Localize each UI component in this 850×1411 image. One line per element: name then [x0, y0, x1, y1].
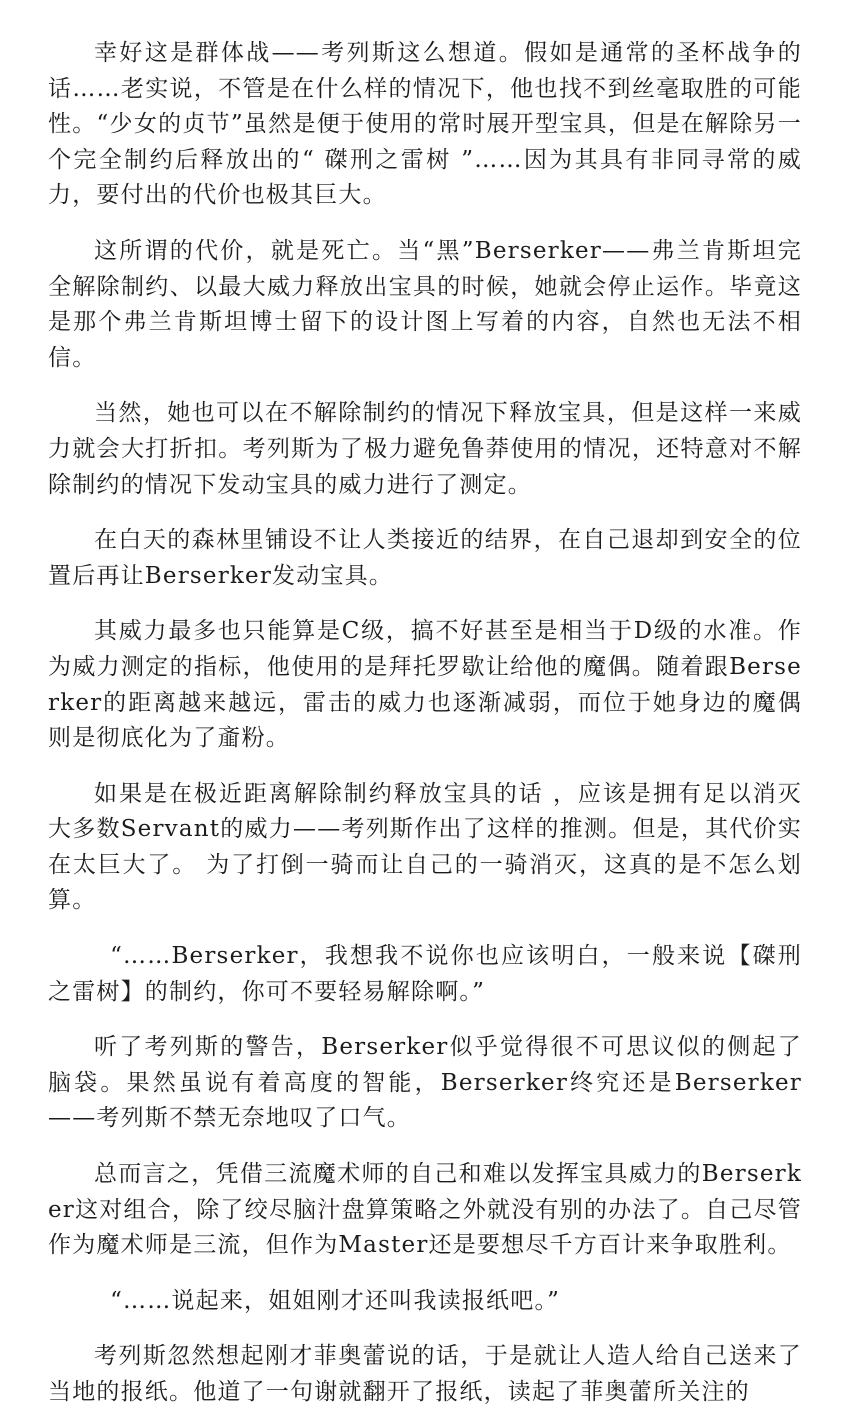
dialog-line-berserker-warning: “……Berserker，我想我不说你也应该明白，一般来说【磔刑之雷树】的制约，你可不要轻易解除啊。” — [48, 943, 802, 1005]
paragraph-2: 这所谓的代价，就是死亡。当“黑”Berserker——弗兰肯斯坦完全解除制约、以最大威力释放出宝具的时候，她就会停止运作。毕竟这是那个弗兰肯斯坦博士留下的设计图上写着的内容，自然也无法不相信。 — [48, 237, 802, 371]
paragraph-11: 考列斯忽然想起刚才菲奥蕾说的话，于是就让人造人给自己送来了当地的报纸。他道了一句谢就翻开了报纸，读起了菲奥蕾所关注的 — [48, 1343, 802, 1405]
paragraph-1: 幸好这是群体战——考列斯这么想道。假如是通常的圣杯战争的话……老实说，不管是在什么样的情况下，他也找不到丝毫取胜的可能性。“少女的贞节”虽然是便于使用的常时展开型宝具，但是在解除另一个完全制约后释放出的“ 磔刑之雷树 ”……因为其具有非同寻常的威力，要付出的代价也极其巨大。 — [48, 40, 802, 209]
paragraph-4: 在白天的森林里铺设不让人类接近的结界，在自己退却到安全的位置后再让Berserker发动宝具。 — [48, 527, 802, 589]
paragraph-8: 听了考列斯的警告，Berserker似乎觉得很不可思议似的侧起了脑袋。果然虽说有着高度的智能，Berserker终究还是Berserker——考列斯不禁无奈地叹了口气。 — [48, 1034, 802, 1132]
paragraph-3: 当然，她也可以在不解除制约的情况下释放宝具，但是这样一来威力就会大打折扣。考列斯为了极力避免鲁莽使用的情况，还特意对不解除制约的情况下发动宝具的威力进行了测定。 — [48, 400, 802, 498]
paragraph-6: 如果是在极近距离解除制约释放宝具的话 ，应该是拥有足以消灭大多数Servant的威力——考列斯作出了这样的推测。但是，其代价实在太巨大了。 为了打倒一骑而让自己的一骑消灭，这真的是不怎么划算。 — [48, 780, 802, 914]
dialog-line-newspaper: “……说起来，姐姐刚才还叫我读报纸吧。” — [110, 1287, 561, 1314]
paragraph-9: 总而言之，凭借三流魔术师的自己和难以发挥宝具威力的Berserker这对组合，除了绞尽脑汁盘算策略之外就没有别的办法了。自己尽管作为魔术师是三流，但作为Master还是要想尽千方百计来争取胜利。 — [48, 1161, 802, 1259]
paragraph-5: 其威力最多也只能算是C级，搞不好甚至是相当于D级的水准。作为威力测定的指标，他使用的是拜托罗歇让给他的魔偶。随着跟Berserker的距离越来越远，雷击的威力也逐渐减弱，而位于她身边的魔偶则是彻底化为了齑粉。 — [48, 618, 802, 752]
